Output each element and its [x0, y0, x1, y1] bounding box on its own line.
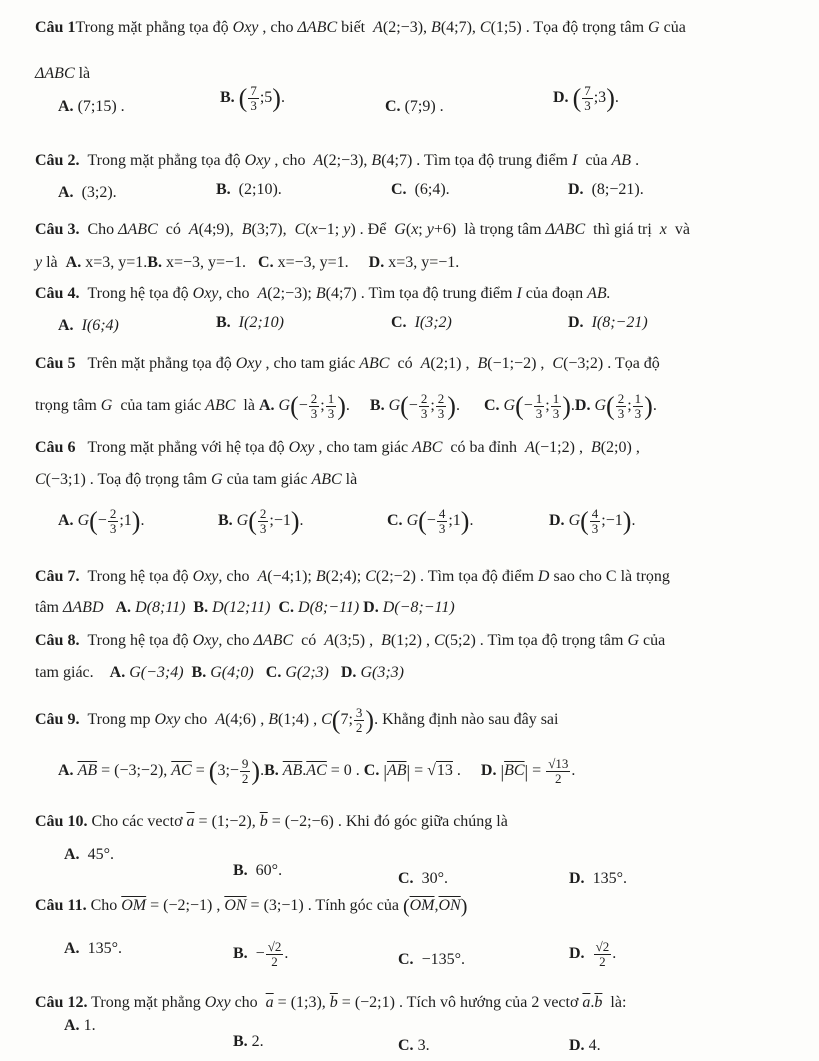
question-4-option-a: A. I(6;4): [58, 317, 119, 334]
question-11-option-a: A. 135°.: [64, 940, 122, 957]
question-12-option-b: B. 2.: [233, 1033, 264, 1050]
question-1-option-c: C. (7;9) .: [385, 98, 444, 115]
question-11-stem: Câu 11. Cho $\overline{OM}$ = (−2;−1) , $\overline{ON}$ = (3;−1) . Tính góc của $(\overline{OM},\overline{ON})$: [35, 895, 468, 918]
question-2-option-a: A. (3;2).: [58, 184, 117, 201]
question-10-option-d: D. 135°.: [569, 870, 627, 887]
question-7-options: tâm ΔABD A. D(8;11) B. D(12;11) C. D(8;−11) D. D(−8;−11): [35, 599, 455, 616]
question-2-option-d: D. (8;−21).: [568, 181, 644, 198]
question-10-option-b: B. 60°.: [233, 862, 283, 879]
question-2-option-b: B. (2;10).: [216, 181, 282, 198]
question-12-stem: Câu 12. Trong mặt phẳng Oxy cho $\overline{a}$ = (1;3), $\overline{b}$ = (−2;1) . Tích vô hướng của 2 vectơ $\overline{a}.\overline{b}$ là:: [35, 994, 627, 1011]
question-9-stem: Câu 9. Trong mp Oxy cho A(4;6) , B(1;4) , C(7; $\frac{3}{2}$ ). Khẳng định nào sau đây sai: [35, 705, 559, 735]
question-4-option-d: D. I(8;−21): [568, 314, 648, 331]
question-1-option-d: D. ( $\frac{7}{3}$ ;3).: [553, 83, 619, 113]
question-6-stem: Câu 6 Trong mặt phẳng với hệ tọa độ Oxy , cho tam giác ABC có ba đỉnh A(−1;2) , B(2;0) ,: [35, 439, 640, 456]
question-11-option-d: D. $\frac{√2}{2}$ .: [569, 939, 617, 969]
question-8-stem: Câu 8. Trong hệ tọa độ Oxy, cho ΔABC có A(3;5) , B(1;2) , C(5;2) . Tìm tọa độ trọng tâm G của: [35, 632, 666, 649]
question-1-stem-cont: ΔABC là: [35, 65, 91, 82]
question-6-option-a: A. G(− $\frac{2}{3}$ ;1).: [58, 506, 145, 536]
question-7-stem: Câu 7. Trong hệ tọa độ Oxy, cho A(−4;1); B(2;4); C(2;−2) . Tìm tọa độ điểm D sao cho C là trọng: [35, 568, 670, 585]
question-1-stem: Câu 1Trong mặt phẳng tọa độ Oxy , cho ΔABC biết A(2;−3), B(4;7), C(1;5) . Tọa độ trọng tâm G của: [35, 19, 686, 36]
question-3-stem: Câu 3. Cho ΔABC có A(4;9), B(3;7), C(x−1; y) . Để G(x; y+6) là trọng tâm ΔABC thì giá trị x và: [35, 221, 691, 238]
question-5-stem: Câu 5 Trên mặt phẳng tọa độ Oxy , cho tam giác ABC có A(2;1) , B(−1;−2) , C(−3;2) . Tọa độ: [35, 355, 660, 372]
question-12-option-d: D. 4.: [569, 1037, 601, 1054]
question-1-option-b: B. ( $\frac{7}{3}$ ;5).: [220, 83, 285, 113]
question-6-option-c: C. G(− $\frac{4}{3}$ ;1).: [387, 506, 474, 536]
question-10-option-a: A. 45°.: [64, 846, 114, 863]
question-11-option-b: B. − $\frac{√2}{2}$ .: [233, 939, 289, 969]
question-2-stem: Câu 2. Trong mặt phẳng tọa độ Oxy , cho A(2;−3), B(4;7) . Tìm tọa độ trung điểm I của AB .: [35, 152, 640, 169]
question-12-option-a: A. 1.: [64, 1017, 96, 1034]
question-4-option-c: C. I(3;2): [391, 314, 452, 331]
question-4-stem: Câu 4. Trong hệ tọa độ Oxy, cho A(2;−3); B(4;7) . Tìm tọa độ trung điểm I của đoạn AB.: [35, 285, 611, 302]
question-4-option-b: B. I(2;10): [216, 314, 284, 331]
question-8-options: tam giác. A. G(−3;4) B. G(4;0) C. G(2;3) D. G(3;3): [35, 664, 404, 681]
question-6-option-d: D. G( $\frac{4}{3}$ ;−1).: [549, 506, 636, 536]
question-10-stem: Câu 10. Cho các vectơ $\overline{a}$ = (1;−2), $\overline{b}$ = (−2;−6) . Khi đó góc giữa chúng là: [35, 813, 508, 830]
question-11-option-c: C. −135°.: [398, 951, 465, 968]
question-6-option-b: B. G( $\frac{2}{3}$ ;−1).: [218, 506, 304, 536]
question-6-stem-cont: C(−3;1) . Toạ độ trọng tâm G của tam giác ABC là: [35, 471, 358, 488]
question-3-options: y là A. x=3, y=1.B. x=−3, y=−1. C. x=−3, y=1. D. x=3, y=−1.: [35, 254, 460, 271]
question-12-option-c: C. 3.: [398, 1037, 430, 1054]
question-9-options: A. $\overline{AB}$ = (−3;−2), $\overline{AC}$ = (3;− $\frac{9}{2}$ ).B. $\overline{AB}.\overline{AC} = 0$ . C. $|\overline{AB}| = √13$ . D. $|\overline{BC}|$ = $\frac{√13}{2}$ .: [58, 756, 576, 786]
question-2-option-c: C. (6;4).: [391, 181, 450, 198]
question-10-option-c: C. 30°.: [398, 870, 448, 887]
question-5-options: trọng tâm G của tam giác ABC là A. G(− $\frac{2}{3}$ ; $\frac{1}{3}$ ). B. G(− $\frac{2}{3}$ ; $\frac{2}{3}$ ). C. G(− $\frac{1}{3}$ ; $\frac{1}{3}$ ).D. G( $\frac{2}{3}$ ; $\frac{1}{3}$ ).: [35, 391, 657, 421]
question-1-option-a: A. (7;15) .: [58, 98, 125, 115]
